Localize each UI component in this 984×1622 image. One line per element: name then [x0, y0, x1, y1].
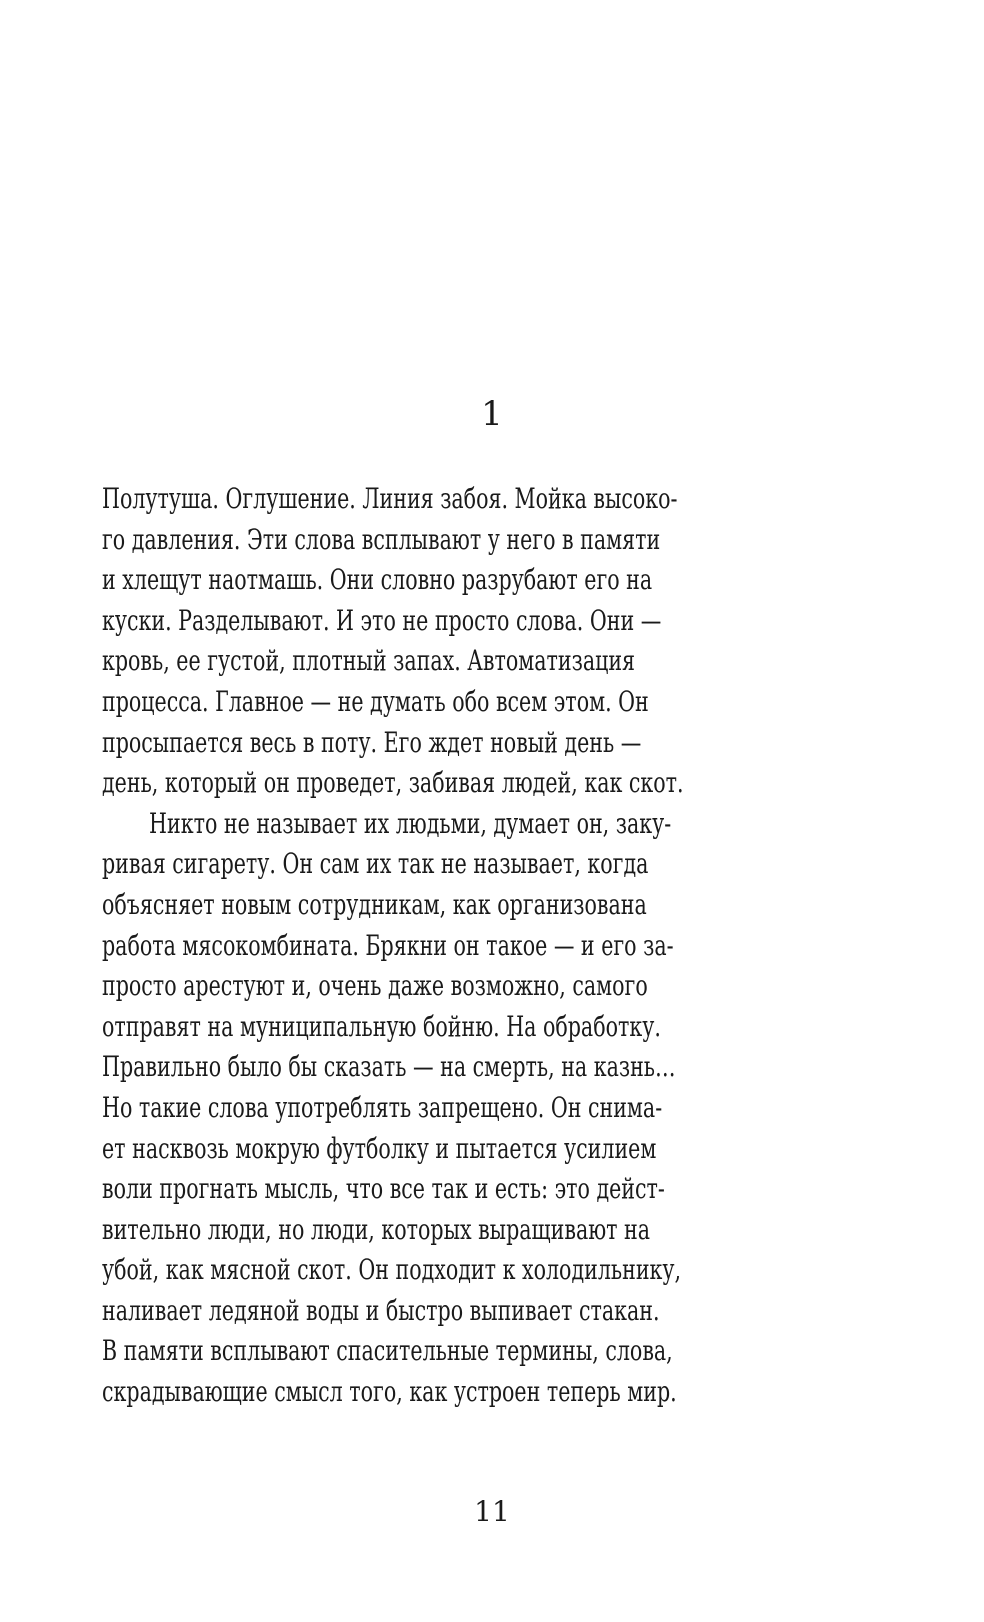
page-number: 11 — [474, 1495, 510, 1528]
text-line: го давления. Эти слова всплывают у него в памяти — [102, 522, 661, 556]
text-line: ривая сигарету. Он сам их так не называет, когда — [102, 847, 649, 881]
text-line: работа мясокомбината. Брякни он такое — и его за- — [102, 928, 674, 962]
text-line: убой, как мясной скот. Он подходит к холодильнику, — [102, 1253, 682, 1287]
text-line: отправят на муниципальную бойню. На обработку. — [102, 1009, 661, 1043]
text-line: наливает ледяной воды и быстро выпивает стакан. — [102, 1293, 660, 1327]
text-line: просыпается весь в поту. Его ждет новый день — — [102, 725, 642, 759]
text-line: ет насквозь мокрую футболку и пытается усилием — [102, 1131, 657, 1165]
text-line: просто арестуют и, очень даже возможно, самого — [102, 969, 648, 1003]
text-line: В памяти всплывают спасительные термины, слова, — [102, 1334, 673, 1368]
chapter-body-text — [102, 479, 911, 1413]
text-line: Но такие слова употреблять запрещено. Он снима- — [102, 1090, 663, 1124]
text-line: процесса. Главное — не думать обо всем этом. Он — [102, 684, 649, 718]
text-line: куски. Разделывают. И это не просто слова. Они — — [102, 603, 662, 637]
text-line: кровь, ее густой, плотный запах. Автоматизация — [102, 644, 636, 678]
text-line: объясняет новым сотрудникам, как организована — [102, 887, 647, 921]
text-line: вительно люди, но люди, которых выращивают на — [102, 1212, 651, 1246]
text-line: Правильно было бы сказать — на смерть, на казнь… — [102, 1050, 676, 1084]
text-line: день, который он проведет, забивая людей, как скот. — [102, 766, 684, 800]
paragraph-first-line: Никто не называет их людьми, думает он, заку- — [149, 806, 672, 840]
text-line: воли прогнать мысль, что все так и есть: это дейст- — [102, 1172, 665, 1206]
text-line: и хлещут наотмашь. Они словно разрубают его на — [102, 563, 653, 597]
text-line: Полутуша. Оглушение. Линия забоя. Мойка высоко- — [102, 482, 678, 515]
chapter-number: 1 — [481, 394, 503, 434]
text-line: скрадывающие смысл того, как устроен теперь мир. — [102, 1375, 677, 1409]
